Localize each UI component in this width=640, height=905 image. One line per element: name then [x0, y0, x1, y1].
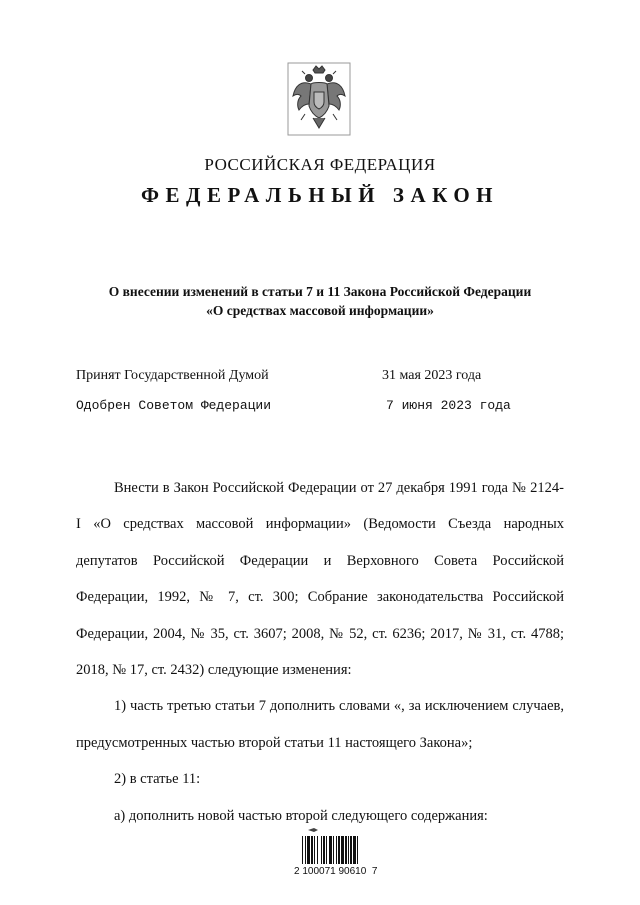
- barcode-number: 2 100071 90610 7: [294, 866, 378, 877]
- duma-adoption-row: [76, 368, 556, 388]
- item-2a-paragraph: а) дополнить новой частью второй следующего содержания:: [114, 807, 488, 824]
- item-2-paragraph: 2) в статье 11:: [114, 771, 201, 788]
- law-title-line-1: О внесении изменений в статьи 7 и 11 Закона Российской Федерации: [108, 284, 532, 299]
- duma-label: Принят Государственной Думой: [76, 368, 269, 383]
- council-date: 7 июня 2023 года: [386, 398, 511, 413]
- duma-date: 31 мая 2023 года: [382, 368, 482, 383]
- item-1-paragraph: 1) часть третью статьи 7 дополнить словами «, за исключением случаев, предусмотренных частью второй статьи 11 настоящего Закона»;: [76, 698, 564, 751]
- council-approval-row: [76, 398, 556, 418]
- law-body: [76, 470, 564, 834]
- country-name: РОССИЙСКАЯ ФЕДЕРАЦИЯ: [204, 155, 436, 174]
- law-title-line-2: «О средствах массовой информации»: [206, 303, 434, 318]
- barcode-icon: [296, 826, 386, 886]
- coat-of-arms-icon: [287, 62, 351, 136]
- intro-paragraph: Внести в Закон Российской Федерации от 27 декабря 1991 года № 2124-I «О средствах массовой информации» (Ведомости Съезда народных депутатов Российской Федерации и Верховного Совета Российской Федерации, 1992, № 7, ст. 300; Собрание законодательства Российской Федерации, 2004, № 35, ст. 3607; 2008, № 52, ст. 6236; 2017, № 31, ст. 4788; 2018, № 17, ст. 2432) следующие изменения:: [76, 480, 564, 679]
- law-title: [40, 282, 600, 320]
- council-label: Одобрен Советом Федерации: [76, 398, 272, 413]
- document-type: ФЕДЕРАЛЬНЫЙ ЗАКОН: [141, 183, 499, 207]
